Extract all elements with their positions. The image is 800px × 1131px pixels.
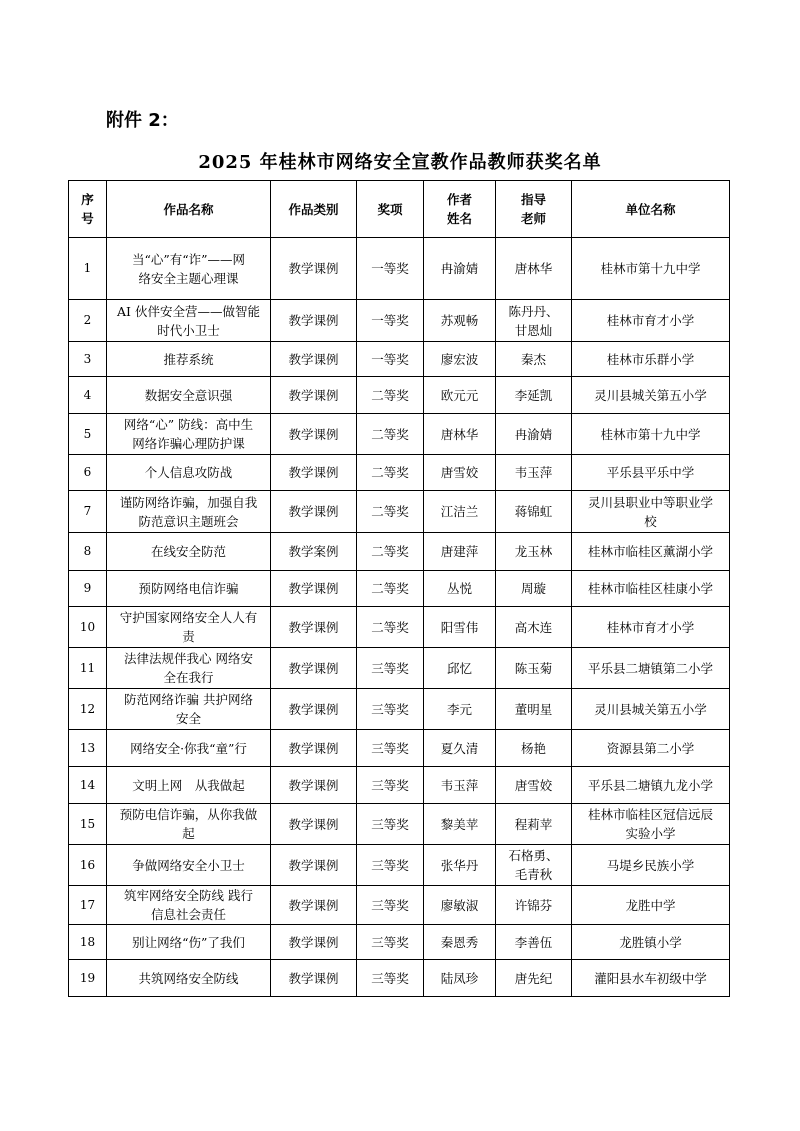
- unit-cell: 灵川县职业中等职业学 校: [572, 491, 730, 533]
- row-number: 1: [69, 238, 107, 300]
- category-cell: 教学课例: [271, 767, 357, 804]
- work-name-cell: 当“心”有“诈”——网 络安全主题心理课: [107, 238, 271, 300]
- mentor-cell: 蒋锦虹: [496, 491, 572, 533]
- work-name-cell: 守护国家网络安全人人有 责: [107, 607, 271, 648]
- unit-cell: 平乐县二塘镇九龙小学: [572, 767, 730, 804]
- work-name-cell: 法律法规伴我心 网络安 全在我行: [107, 648, 271, 689]
- mentor-cell: 李延凯: [496, 377, 572, 414]
- row-number: 16: [69, 845, 107, 886]
- award-cell: 三等奖: [357, 925, 424, 960]
- category-cell: 教学课例: [271, 377, 357, 414]
- mentor-cell: 唐先纪: [496, 960, 572, 997]
- work-name-cell: 推荐系统: [107, 342, 271, 377]
- table-row: [69, 804, 730, 845]
- mentor-cell: 程莉苹: [496, 804, 572, 845]
- author-cell: 欧元元: [424, 377, 496, 414]
- unit-cell: 桂林市乐群小学: [572, 342, 730, 377]
- header-mentor: 指导 老师: [496, 181, 572, 238]
- author-cell: 陆凤珍: [424, 960, 496, 997]
- mentor-cell: 许锦芬: [496, 886, 572, 925]
- work-name-cell: 别让网络“伤”了我们: [107, 925, 271, 960]
- table-row: [69, 960, 730, 997]
- award-cell: 二等奖: [357, 607, 424, 648]
- table-row: [69, 925, 730, 960]
- award-cell: 一等奖: [357, 342, 424, 377]
- table-row: [69, 238, 730, 300]
- work-name-cell: 数据安全意识强: [107, 377, 271, 414]
- unit-cell: 桂林市临桂区冠信远辰 实验小学: [572, 804, 730, 845]
- work-name-cell: 预防电信诈骗，从你我做 起: [107, 804, 271, 845]
- row-number: 10: [69, 607, 107, 648]
- document-title: 2025 年桂林市网络安全宣教作品教师获奖名单: [198, 152, 602, 173]
- unit-cell: 龙胜镇小学: [572, 925, 730, 960]
- unit-cell: 桂林市育才小学: [572, 300, 730, 342]
- mentor-cell: 韦玉萍: [496, 455, 572, 491]
- mentor-cell: 龙玉林: [496, 533, 572, 571]
- row-number: 18: [69, 925, 107, 960]
- unit-cell: 平乐县二塘镇第二小学: [572, 648, 730, 689]
- award-cell: 二等奖: [357, 491, 424, 533]
- mentor-cell: 秦杰: [496, 342, 572, 377]
- row-number: 7: [69, 491, 107, 533]
- unit-cell: 灵川县城关第五小学: [572, 377, 730, 414]
- unit-cell: 平乐县平乐中学: [572, 455, 730, 491]
- work-name-cell: 筑牢网络安全防线 践行 信息社会责任: [107, 886, 271, 925]
- award-cell: 三等奖: [357, 960, 424, 997]
- table-row: [69, 730, 730, 767]
- category-cell: 教学课例: [271, 571, 357, 607]
- mentor-cell: 唐林华: [496, 238, 572, 300]
- header-author: 作者 姓名: [424, 181, 496, 238]
- table-row: [69, 414, 730, 455]
- category-cell: 教学课例: [271, 886, 357, 925]
- table-row: [69, 571, 730, 607]
- table-row: [69, 648, 730, 689]
- row-number: 15: [69, 804, 107, 845]
- award-cell: 三等奖: [357, 804, 424, 845]
- category-cell: 教学课例: [271, 414, 357, 455]
- category-cell: 教学课例: [271, 342, 357, 377]
- award-cell: 三等奖: [357, 767, 424, 804]
- attachment-label: 附件 2：: [106, 110, 179, 131]
- mentor-cell: 唐雪姣: [496, 767, 572, 804]
- table-row: [69, 689, 730, 730]
- mentor-cell: 冉渝婧: [496, 414, 572, 455]
- author-cell: 黎美苹: [424, 804, 496, 845]
- unit-cell: 桂林市第十九中学: [572, 238, 730, 300]
- author-cell: 张华丹: [424, 845, 496, 886]
- category-cell: 教学课例: [271, 845, 357, 886]
- unit-cell: 灌阳县水车初级中学: [572, 960, 730, 997]
- category-cell: 教学课例: [271, 689, 357, 730]
- table-row: [69, 845, 730, 886]
- author-cell: 苏观畅: [424, 300, 496, 342]
- category-cell: 教学课例: [271, 607, 357, 648]
- author-cell: 邱忆: [424, 648, 496, 689]
- row-number: 8: [69, 533, 107, 571]
- author-cell: 李元: [424, 689, 496, 730]
- category-cell: 教学课例: [271, 300, 357, 342]
- row-number: 2: [69, 300, 107, 342]
- work-name-cell: 网络安全·你我“童”行: [107, 730, 271, 767]
- award-cell: 二等奖: [357, 533, 424, 571]
- unit-cell: 资源县第二小学: [572, 730, 730, 767]
- work-name-cell: 文明上网 从我做起: [107, 767, 271, 804]
- award-cell: 二等奖: [357, 571, 424, 607]
- category-cell: 教学课例: [271, 455, 357, 491]
- row-number: 12: [69, 689, 107, 730]
- author-cell: 江洁兰: [424, 491, 496, 533]
- unit-cell: 桂林市临桂区桂康小学: [572, 571, 730, 607]
- category-cell: 教学课例: [271, 960, 357, 997]
- work-name-cell: 网络“心” 防线：高中生 网络诈骗心理防护课: [107, 414, 271, 455]
- author-cell: 韦玉萍: [424, 767, 496, 804]
- mentor-cell: 高木连: [496, 607, 572, 648]
- mentor-cell: 陈丹丹、 甘恩灿: [496, 300, 572, 342]
- author-cell: 阳雪伟: [424, 607, 496, 648]
- header-work: 作品名称: [107, 181, 271, 238]
- author-cell: 丛悦: [424, 571, 496, 607]
- unit-cell: 桂林市第十九中学: [572, 414, 730, 455]
- header-row: [69, 181, 730, 238]
- author-cell: 秦恩秀: [424, 925, 496, 960]
- category-cell: 教学课例: [271, 491, 357, 533]
- award-cell: 二等奖: [357, 377, 424, 414]
- award-cell: 一等奖: [357, 238, 424, 300]
- table-row: [69, 767, 730, 804]
- header-no: 序 号: [69, 181, 107, 238]
- author-cell: 廖敏淑: [424, 886, 496, 925]
- author-cell: 唐雪姣: [424, 455, 496, 491]
- award-cell: 三等奖: [357, 689, 424, 730]
- work-name-cell: 个人信息攻防战: [107, 455, 271, 491]
- row-number: 19: [69, 960, 107, 997]
- table-row: [69, 300, 730, 342]
- table-row: [69, 342, 730, 377]
- unit-cell: 桂林市临桂区薰湖小学: [572, 533, 730, 571]
- unit-cell: 马堤乡民族小学: [572, 845, 730, 886]
- work-name-cell: 在线安全防范: [107, 533, 271, 571]
- unit-cell: 灵川县城关第五小学: [572, 689, 730, 730]
- row-number: 14: [69, 767, 107, 804]
- table-row: [69, 491, 730, 533]
- mentor-cell: 董明星: [496, 689, 572, 730]
- row-number: 5: [69, 414, 107, 455]
- work-name-cell: 预防网络电信诈骗: [107, 571, 271, 607]
- mentor-cell: 杨艳: [496, 730, 572, 767]
- row-number: 9: [69, 571, 107, 607]
- author-cell: 冉渝婧: [424, 238, 496, 300]
- row-number: 11: [69, 648, 107, 689]
- category-cell: 教学课例: [271, 804, 357, 845]
- row-number: 6: [69, 455, 107, 491]
- row-number: 13: [69, 730, 107, 767]
- row-number: 3: [69, 342, 107, 377]
- award-table: [68, 180, 730, 997]
- row-number: 4: [69, 377, 107, 414]
- category-cell: 教学案例: [271, 533, 357, 571]
- author-cell: 唐林华: [424, 414, 496, 455]
- work-name-cell: 谨防网络诈骗，加强自我 防范意识主题班会: [107, 491, 271, 533]
- award-cell: 三等奖: [357, 845, 424, 886]
- author-cell: 唐建萍: [424, 533, 496, 571]
- table-row: [69, 455, 730, 491]
- header-unit: 单位名称: [572, 181, 730, 238]
- category-cell: 教学课例: [271, 730, 357, 767]
- mentor-cell: 周璇: [496, 571, 572, 607]
- table-row: [69, 533, 730, 571]
- table-row: [69, 377, 730, 414]
- header-award: 奖项: [357, 181, 424, 238]
- award-cell: 二等奖: [357, 414, 424, 455]
- table-row: [69, 886, 730, 925]
- category-cell: 教学课例: [271, 648, 357, 689]
- category-cell: 教学课例: [271, 925, 357, 960]
- row-number: 17: [69, 886, 107, 925]
- award-cell: 二等奖: [357, 455, 424, 491]
- header-category: 作品类别: [271, 181, 357, 238]
- category-cell: 教学课例: [271, 238, 357, 300]
- mentor-cell: 石格勇、 毛青秋: [496, 845, 572, 886]
- award-cell: 三等奖: [357, 648, 424, 689]
- unit-cell: 龙胜中学: [572, 886, 730, 925]
- table-row: [69, 607, 730, 648]
- unit-cell: 桂林市育才小学: [572, 607, 730, 648]
- mentor-cell: 李善伍: [496, 925, 572, 960]
- author-cell: 廖宏波: [424, 342, 496, 377]
- author-cell: 夏久清: [424, 730, 496, 767]
- work-name-cell: 争做网络安全小卫士: [107, 845, 271, 886]
- work-name-cell: AI 伙伴安全营——做智能 时代小卫士: [107, 300, 271, 342]
- mentor-cell: 陈玉菊: [496, 648, 572, 689]
- work-name-cell: 防范网络诈骗 共护网络 安全: [107, 689, 271, 730]
- work-name-cell: 共筑网络安全防线: [107, 960, 271, 997]
- award-cell: 一等奖: [357, 300, 424, 342]
- award-cell: 三等奖: [357, 886, 424, 925]
- award-cell: 三等奖: [357, 730, 424, 767]
